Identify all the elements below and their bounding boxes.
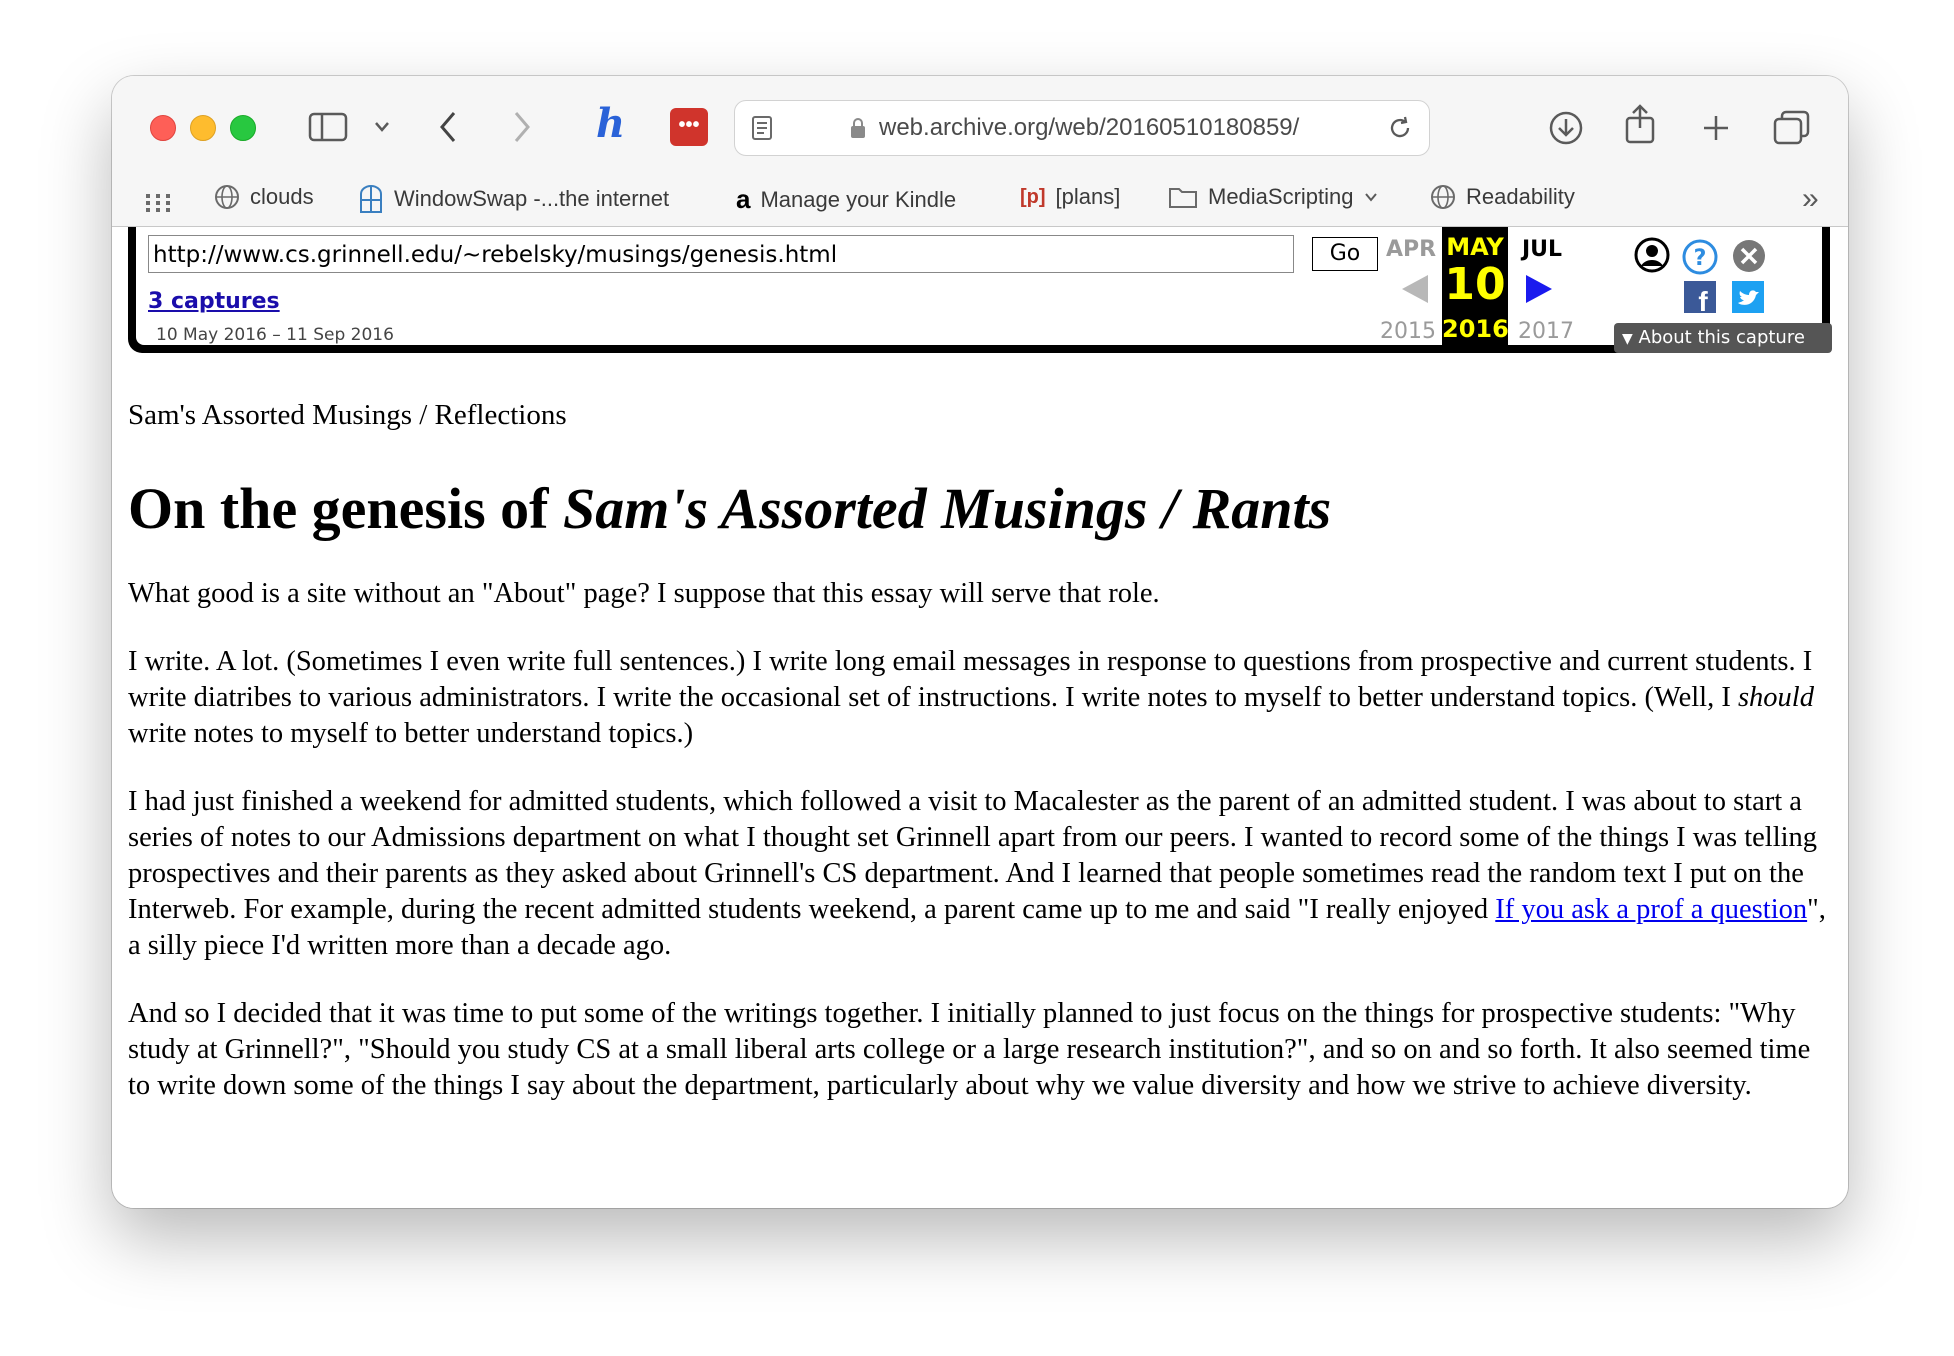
new-tab-icon[interactable]	[1702, 114, 1730, 142]
wayback-toolbar	[128, 227, 1830, 353]
reader-icon[interactable]	[751, 115, 773, 141]
facebook-icon[interactable]	[1684, 281, 1716, 313]
help-icon[interactable]	[1682, 239, 1718, 275]
hypothesis-extension-icon[interactable]: h	[596, 100, 626, 147]
about-capture-button[interactable]: ▼ About this capture	[1614, 323, 1832, 353]
page-content	[112, 227, 1848, 1208]
prof-question-link[interactable]: If you ask a prof a question	[1495, 894, 1808, 925]
forward-icon[interactable]	[512, 110, 532, 144]
zoom-window-button[interactable]	[230, 115, 256, 141]
paragraph-4: And so I decided that it was time to put some of the writings together. I initially planned to just focus on the things for prospective students: "Why study at Grinnell?", "Should you study CS at a small liberal arts college or a large research institution?", and so on and so forth. It also seemed time to write down some of the things I say about the department, particularly about why we value diversity and how we strive to achieve diversity.	[128, 998, 1811, 1101]
prev-month[interactable]: APR	[1386, 237, 1437, 262]
chevron-down-icon	[1364, 192, 1378, 202]
chevron-down-icon[interactable]	[374, 120, 390, 134]
twitter-icon[interactable]	[1732, 281, 1764, 313]
paragraph-1: What good is a site without an "About" page? I suppose that this essay will serve that role.	[128, 578, 1160, 609]
next-year[interactable]: 2017	[1518, 319, 1574, 344]
globe-icon	[1430, 184, 1456, 210]
amazon-icon: a	[736, 184, 751, 214]
prev-year[interactable]: 2015	[1380, 319, 1436, 344]
window-icon	[358, 184, 384, 214]
bookmarks-bar	[112, 176, 1848, 220]
lock-icon	[849, 117, 867, 139]
share-icon[interactable]	[1624, 104, 1656, 144]
reload-icon[interactable]	[1387, 115, 1413, 141]
download-icon[interactable]	[1548, 110, 1584, 146]
breadcrumb: Sam's Assorted Musings / Reflections	[128, 399, 567, 431]
wayback-url-input[interactable]: http://www.cs.grinnell.edu/~rebelsky/musings/genesis.html	[148, 235, 1294, 273]
browser-toolbar	[112, 76, 1848, 227]
close-window-button[interactable]	[150, 115, 176, 141]
bookmark-windowswap[interactable]: WindowSwap -...the internet	[358, 184, 669, 214]
browser-window	[112, 76, 1848, 1208]
bookmark-plans[interactable]: [p] [plans]	[1020, 184, 1121, 209]
next-capture-icon[interactable]	[1524, 273, 1554, 305]
page-title: On the genesis of Sam's Assorted Musings / Rants	[128, 476, 1332, 541]
address-bar[interactable]	[734, 100, 1430, 156]
svg-text:f: f	[1698, 286, 1708, 313]
more-bookmarks-icon[interactable]: »	[1802, 182, 1819, 215]
current-capture-date: MAY 10 2016	[1442, 227, 1508, 345]
bookmark-mediascripting[interactable]: MediaScripting	[1168, 184, 1378, 210]
article	[128, 397, 1838, 1136]
bookmark-clouds[interactable]: clouds	[214, 184, 314, 210]
next-month[interactable]: JUL	[1522, 237, 1563, 262]
plans-icon: [p]	[1020, 185, 1046, 208]
paragraph-3: I had just finished a weekend for admitted students, which followed a visit to Macalester as the parent of an admitted student. I was about to start a series of notes to our Admissions department on what I thought set Grinnell apart from our peers. I wanted to record some of the things I was telling prospectives and their parents as they asked about Grinnell's CS department. And I learned that people sometimes read the random text I put on the Interweb. For example, during the recent admitted students weekend, a parent came up to me and said "I really enjoyed If you ask a prof a question", a silly piece I'd written more than a decade ago.	[128, 786, 1826, 961]
folder-icon	[1168, 185, 1198, 209]
svg-text:?: ?	[1693, 246, 1707, 271]
paragraph-2: I write. A lot. (Sometimes I even write full sentences.) I write long email messages in response to questions from prospective and current students. I write diatribes to various administrators. I write the occasional set of instructions. I write notes to myself to better understand topics. (Well, I should write notes to myself to better understand topics.)	[128, 646, 1814, 749]
prev-capture-icon[interactable]	[1400, 273, 1430, 305]
bookmark-kindle[interactable]: a Manage your Kindle	[736, 184, 957, 214]
back-icon[interactable]	[438, 110, 458, 144]
extension-icon[interactable]: •••	[670, 108, 708, 146]
user-icon[interactable]	[1634, 237, 1670, 273]
apps-grid-icon[interactable]	[146, 194, 170, 212]
chevron-down-icon: ▼	[1622, 331, 1633, 347]
captures-link[interactable]: 3 captures	[148, 289, 280, 314]
globe-icon	[214, 184, 240, 210]
url-text: web.archive.org/web/20160510180859/	[879, 114, 1300, 141]
wayback-go-button[interactable]: Go	[1312, 237, 1378, 271]
tab-overview-icon[interactable]	[1772, 110, 1810, 146]
close-icon[interactable]	[1732, 239, 1766, 273]
minimize-window-button[interactable]	[190, 115, 216, 141]
capture-range: 10 May 2016 – 11 Sep 2016	[156, 325, 394, 345]
sidebar-icon[interactable]	[308, 112, 348, 142]
bookmark-readability[interactable]: Readability	[1430, 184, 1575, 210]
